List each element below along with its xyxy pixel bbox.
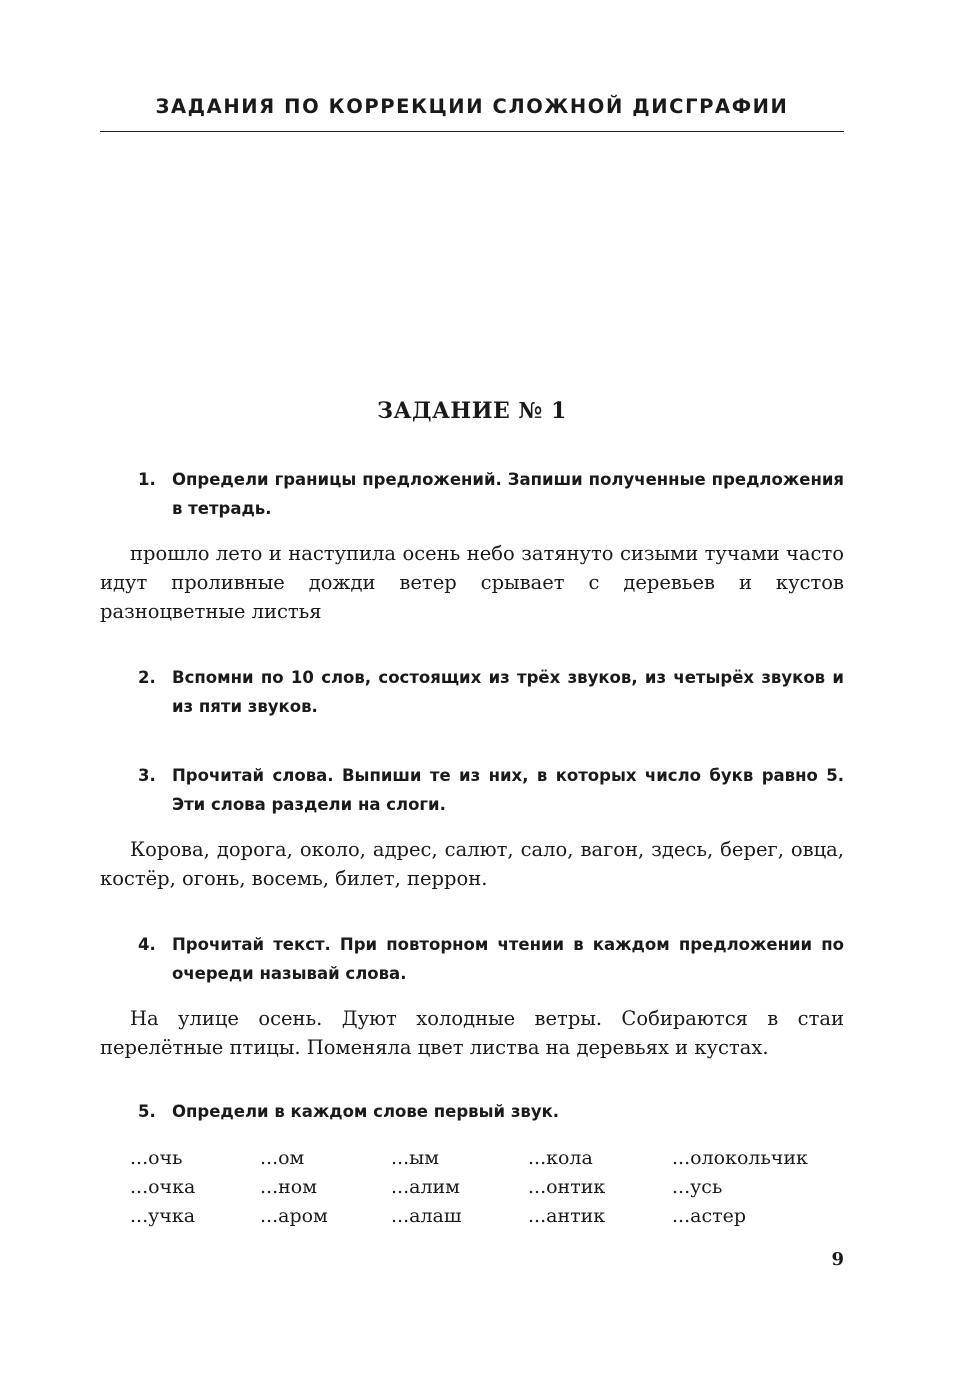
word-fragment: ...алим [391,1176,460,1198]
instruction-3 [138,761,844,819]
instruction-4 [138,930,844,988]
instruction-text: Прочитай текст. При повторном чтении в каждом предложении по очереди называй слова. [172,935,844,983]
instruction-text: Определи границы предложений. Запиши полученные предложения в тетрадь. [172,470,844,518]
word-fragment: ...онтик [528,1176,606,1198]
exercise-text-3: Корова, дорога, около, адрес, салют, сало, вагон, здесь, берег, овца, костёр, огонь, восемь, билет, перрон. [100,838,844,890]
word-fragment: ...усь [672,1176,723,1198]
instruction-2 [138,663,844,721]
instruction-number: 2. [138,668,156,687]
instruction-number: 4. [138,935,156,954]
word-fragment: ...аром [260,1205,328,1227]
word-fragment: ...ом [260,1147,305,1169]
page-number: 9 [831,1249,844,1270]
word-row [130,1202,850,1231]
instruction-number: 1. [138,470,156,489]
header-divider [100,131,844,132]
instruction-text: Прочитай слова. Выпиши те из них, в которых число букв равно 5. Эти слова раздели на слоги. [172,766,844,814]
word-fragment: ...антик [528,1205,606,1227]
word-fragment: ...очь [130,1147,183,1169]
word-fragment: ...учка [130,1205,196,1227]
exercise-text-1: прошло лето и наступила осень небо затянуто сизыми тучами часто идут проливные дожди ветер срывает с деревьев и кустов разноцветные листья [100,542,844,623]
instruction-text: Вспомни по 10 слов, состоящих из трёх звуков, из четырёх звуков и из пяти звуков. [172,668,844,716]
instruction-number: 5. [138,1102,156,1121]
word-fragment: ...ым [391,1147,440,1169]
instruction-1 [138,465,844,523]
word-fragment: ...кола [528,1147,593,1169]
task-title: ЗАДАНИЕ № 1 [377,398,567,424]
instruction-number: 3. [138,766,156,785]
instruction-5 [138,1097,844,1126]
word-row [130,1144,850,1173]
word-row [130,1173,850,1202]
exercise-text-4: На улице осень. Дуют холодные ветры. Собираются в стаи перелётные птицы. Поменяла цвет листва на деревьях и кустах. [100,1007,844,1059]
instruction-text: Определи в каждом слове первый звук. [172,1102,560,1121]
word-fragment: ...алаш [391,1205,462,1227]
word-fragment: ...ном [260,1176,317,1198]
word-fragment: ...олокольчик [672,1147,808,1169]
word-fragment: ...очка [130,1176,196,1198]
word-fragment: ...астер [672,1205,747,1227]
word-table [130,1144,850,1231]
running-head: ЗАДАНИЯ ПО КОРРЕКЦИИ СЛОЖНОЙ ДИСГРАФИИ [155,95,789,118]
